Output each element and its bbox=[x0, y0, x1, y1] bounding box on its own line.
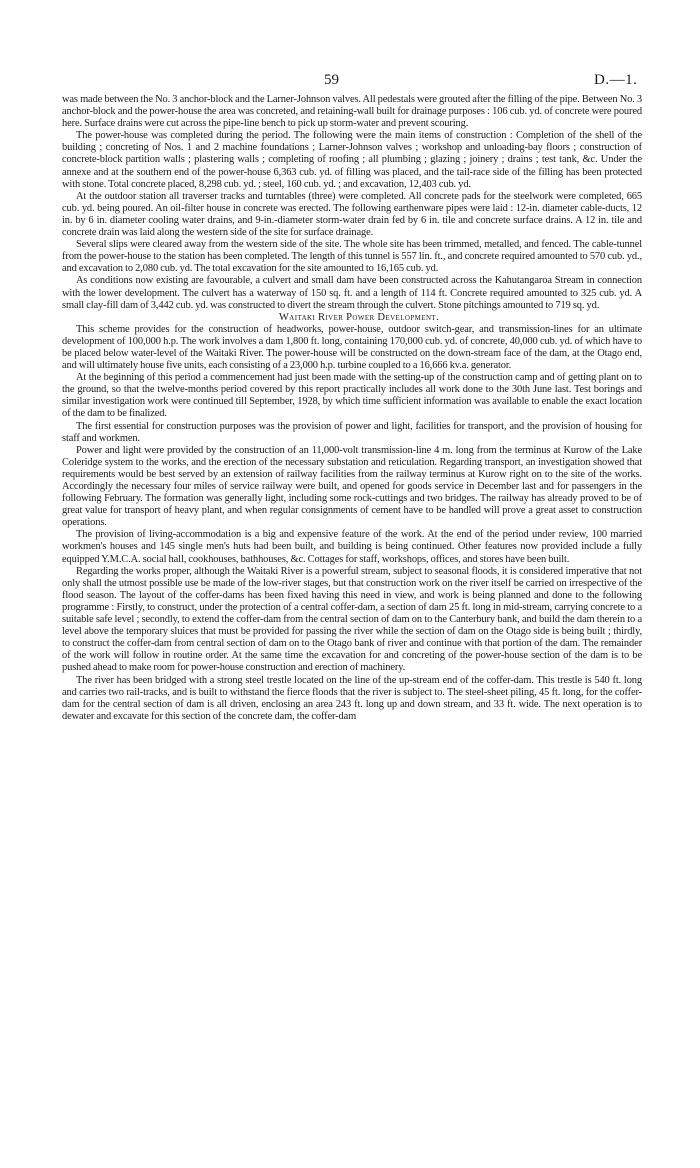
paragraph-3: At the outdoor station all traverser tracks and turntables (three) were completed. All concrete pads for the steelwork were completed, 665 cub. yd. being poured. An oil-filter house in concrete was erected. The following earthenware pipes were laid : 12-in. diameter cable-ducts, 12 in. by 6 in. diameter cooling water drains, and 9-in.-diameter storm-water drain fed by 6 in. tile and concrete surface drains. A 12 in. tile and concrete drain was laid along the western side of the site for surface drainage. bbox=[62, 190, 642, 239]
paragraph-11: Regarding the works proper, although the Waitaki River is a powerful stream, subject to seasonal floods, it is considered imperative that not only shall the utmost possible use be made of the low-river stages, but that construction work on the river itself be carried on irrespective of the flood season. The layout of the coffer-dams has been fixed having this need in view, and work is being planned and done to the following programme : Firstly, to construct, under the protection of a central coffer-dam, a section of dam 25 ft. long in mid-stream, carrying concrete to a suitable safe level ; secondly, to extend the coffer-dam from the central section of dam on to the Canterbury bank, and build the dam therein to a level above the temporary sluices that must be provided for passing the river while the section of dam on the Otago side is being built ; thirdly, to construct the coffer-dam from central section of dam on to the Otago bank of river and continue with that portion of the dam. The remainder of the work will follow in routine order. At the same time the excavation for and concreting of the power-house section of the dam is to be pushed ahead to make room for power-house construction and erection of machinery. bbox=[62, 565, 642, 674]
paragraph-7: At the beginning of this period a commencement had just been made with the setting-up of the construction camp and of getting plant on to the ground, so that the twelve-months period covered by this report practically includes all work done to the 30th June last. Test borings and similar investigation work were continued till September, 1928, by which time sufficient information was available to enable the exact location of the dam to be finalized. bbox=[62, 372, 642, 420]
paragraph-6: This scheme provides for the construction of headworks, power-house, outdoor switch-gear, and transmission-lines for an ultimate development of 100,000 h.p. The work involves a dam 1,800 ft. long, containing 170,000 cub. yd. of concrete, 40,000 cub. yd. of which have to be placed below water-level of the Waitaki River. The power-house will be constructed on the down-stream face of the dam, at the Otago end, and will ultimately house five units, each consisting of a 23,000 h.p. turbine coupled to a 16,666 kv.a. generator. bbox=[62, 323, 642, 372]
body-text bbox=[62, 94, 642, 723]
page-number: 59 bbox=[324, 72, 339, 88]
paragraph-9: Power and light were provided by the construction of an 11,000-volt transmission-line 4 m. long from the terminus at Kurow of the Lake Coleridge system to the works, and the erection of the necessary substation and reticulation. Regarding transport, an investigation showed that requirements would be best served by an extension of railway facilities from the railway terminus at Kurow right on to the site of the works. Accordingly the necessary four miles of service railway were built, and opened for goods service in December last and for passengers in the following February. The formation was generally light, including some rock-cuttings and two bridges. The railway has already proved to be of great value for transport of heavy plant, and when regular consignments of cement have to be handled will prove a great asset to construction operations. bbox=[62, 444, 642, 529]
paragraph-10: The provision of living-accommodation is a big and expensive feature of the work. At the end of the period under review, 100 married workmen's houses and 145 single men's huts had been built, and building is being continued. Other features now provided include a fully equipped Y.M.C.A. social hall, cookhouses, bathhouses, &c. Cottages for staff, workshops, offices, and stores have been built. bbox=[62, 529, 642, 565]
paragraph-1: was made between the No. 3 anchor-block and the Larner-Johnson valves. All pedestals were grouted after the filling of the pipe. Between No. 3 anchor-block and the power-house the area was concreted, and retaining-wall built for drainage purposes : 106 cub. yd. of concrete were poured here. Surface drains were cut across the pipe-line bench to pick up storm-water and prevent scouring. bbox=[62, 94, 642, 130]
paragraph-12: The river has been bridged with a strong steel trestle located on the line of the up-stream end of the coffer-dam. This trestle is 540 ft. long and carries two rail-tracks, and is built to withstand the fierce floods that the river is subject to. The steel-sheet piling, 45 ft. long, for the coffer-dam for the central section of dam is all driven, enclosing an area 243 ft. long up and down stream, and 33 ft. wide. The next operation is to dewater and excavate for this section of the concrete dam, the coffer-dam bbox=[62, 674, 642, 722]
paragraph-5: As conditions now existing are favourable, a culvert and small dam have been constructed across the Kahutangaroa Stream in connection with the lower development. The culvert has a waterway of 150 sq. ft. and a length of 114 ft. Concrete required amounted to 325 cub. yd. A small clay-fill dam of 3,442 cub. yd. was constructed to divert the stream through the culvert. Stone pitchings amounted to 719 sq. yd. bbox=[62, 275, 642, 311]
section-heading: Waitaki River Power Development. bbox=[278, 311, 440, 323]
page-header bbox=[0, 72, 700, 92]
document-code: D.—1. bbox=[594, 72, 638, 88]
paragraph-8: The first essential for construction purposes was the provision of power and light, facilities for transport, and the provision of housing for staff and workmen. bbox=[62, 420, 642, 444]
paragraph-4: Several slips were cleared away from the western side of the site. The whole site has been trimmed, metalled, and fenced. The cable-tunnel from the power-house to the station has been completed. The length of this tunnel is 557 lin. ft., and concrete required amounted to 570 cub. yd., and excavation to 2,080 cub. yd. The total excavation for the site amounted to 16,165 cub. yd. bbox=[62, 239, 642, 275]
paragraph-2: The power-house was completed during the period. The following were the main items of construction : Completion of the shell of the building ; concreting of Nos. 1 and 2 machine foundations ; Larner-Johnson valves ; workshop and unloading-bay floors ; construction of concrete-block partition walls ; plastering walls ; completing of roofing ; all plumbing ; glazing ; joinery ; drains ; test tank, &c. Under the annexe and at the southern end of the power-house 6,363 cub. yd. of filling was placed, and the tail-race side of the filling has been protected with stone. Total concrete placed, 8,298 cub. yd. ; steel, 160 cub. yd. ; and excavation, 12,403 cub. yd. bbox=[62, 130, 642, 190]
